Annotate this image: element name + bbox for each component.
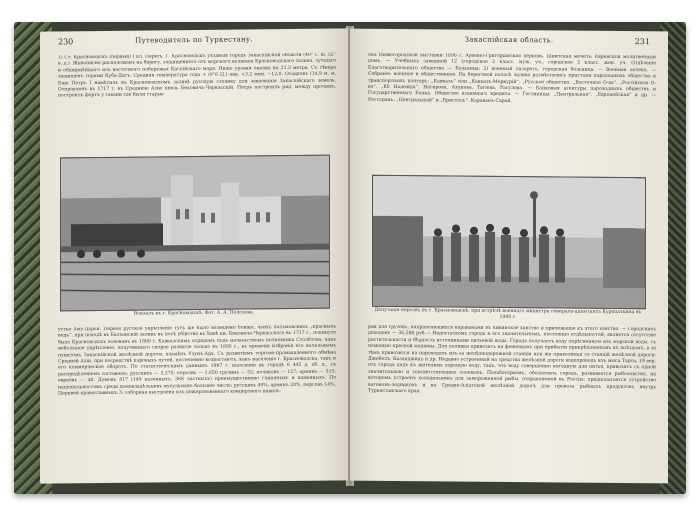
left-page xyxy=(40,28,348,483)
left-photo-caption: Вокзалъ въ г. Красноводскѣ. Фот. А. А. Полозова. xyxy=(133,310,255,317)
left-text-bottom: устье Аму-Дарьи. Первое русское укрѣпленіе тутъ же было возведено ближе, чьихъ пальмовскихъ „красныхъ водъ“, при походѣ въ Балханскій заливъ въ посѣ убійства въ Хивѣ кн. Бековича-Черкасского въ 1717 г., покинуто было Красноводскъ основанъ въ 1869 г. Кавказскимъ отрядомъ подъ начальствомъ полковника Столѣтова, какъ небольшое укрѣпленіе, получившаго скорое развитіе только въ 1895 г., въ времени избранія его начальнымъ пунктомъ Закаспійской желѣзной дороги, взамѣнъ Узунъ-Ада. Съ развитіемъ торгово-промышленного обмѣна Средней Азіи, при посредствѣ паровыхъ путей, постепенно возрастаютъ, какъ населеніе г. Красноводска, такъ и его коммерческое оборотъ. По статистическимъ даннымъ 1907 г. населеніе въ городѣ 6 445 д. об. п., съ распредѣленіемъ составомъ: русскихъ — 3,275; персовъ — 1,650 грузинъ — 52; поляковъ — 127; армянъ — 515; евреевъ — 48. Домовъ 817 (149 казенныхъ, 368 частныхъ) преимущественно глиняныхъ и каменныхъ. По національностямъ среди домовладѣльцевъ мусульманъ большее число: русскихъ 49%, армянъ 20%, персовъ 14%, Церквей православныхъ 3; соборная выстроена изъ пожертвованнаго концертного павиль- xyxy=(58,324,336,397)
persian-delegation-photo xyxy=(372,175,646,309)
left-text-top: 1) Ст. Красноводскъ (первый) I кл. Перегь. Г. Красноводскъ уѣздный городъ Закаспійской области (40° с. ш. 52° в. д.). Живописно расположенъ на берегу, защищенного отъ морского волненія Красноводскаго залива, лучшаго и обширнѣйшаго изъ восточного побережья Каспійскаго моря. Ниже уровня океана на 21,3 метра. Съ сѣвера защищенъ горами Куба-Дагъ. Средняя температура года + (8°6 Ц.) янв. +3,2 мин. −12,0. Осадковъ (14,9 м. м. Еще Петръ I намѣтилъ въ Красноводскомъ заливѣ русскую стоянку для завоеванія Закаспійскаго земель. Отправленъ въ 1717 г. въ Среднюю Азію князь Бековичъ-Черкасскій, Петръ построилъ ряд, между прочимъ, построилъ фортъ у гавани где были старые xyxy=(58,52,336,99)
right-page-header xyxy=(368,35,650,49)
right-page xyxy=(350,29,668,484)
left-page-title: Путеводитель по Туркестану. xyxy=(135,35,253,45)
left-page-number: 230 xyxy=(58,37,74,47)
right-page-title: Закаспійская область. xyxy=(464,35,554,45)
left-page-header xyxy=(58,35,330,50)
right-page-number: 231 xyxy=(634,37,650,47)
right-text-top: она Нижегородской выставки 1896 г. Армяно-Григоріанская церковь. Шиитская мечеть; Еврейской молитвенный домъ. — Учебныхъ заведеній 12 (городское 2 класс. муж. уч., городское 2 класс. жен. уч. Отдѣленіе Благотворительнаго общества — Больница: 2) военный лазаретъ, городская больница. — Военная аптека. — Собраніе: военное и общественное. На береговой полосѣ залива размѣстились пристани пароходныхъ обществъ и транспортныхъ конторъ: „Кавказъ“ или „Кавказъ-Меркурій“, „Русское общество, „Восточное О-ва“, „Россійское О-во“, „Кѣ Надежда“, Нагирова, Ахунова, Тагіева, Расулова. — Банковыя агентуры пароходныхъ обществъ и Государственнаго Банка. Общество взаимнаго кредита. — Гостиницы: „Центральная“, „Европейская“ и др. — Ресторанъ: „Центральный“ и „Бристоль“. Караванъ-Сарай. xyxy=(368,52,656,104)
railway-station-photo xyxy=(60,155,330,312)
right-text-bottom: рай для грузовъ, направляющихся караванами въ Хивинское ханство и прилежащіе къ этого ханство. — Городскихъ доходовъ — 36.588 руб.— Недостаткомъ города и его значительнымъ, постоянно отдѣльностей, является отсутствіе растительности и бѣдность источниками питьевой воды. Городъ получаетъ воду опрѣсненную изъ морской воды, съ помощью пресной машины. Для поливки привозятъ на фешенкахъ при прибытіи прикрѣпленнымъ къ поѣздамъ, а за тѣмъ привозится на пароходахъ изъ-за желѣзнодорожной станціи или же привозимая со станцій желѣзной дороги: Джебелъ, Казанджикъ и др. Недавно устроенный на средства желѣзной дороги водопроводъ изъ мыса Тарта, 19 вер. отъ города дадъ къ жителямъ хорошую воду, такъ, что воду совершенно негодную для питья, привозятъ съ одной значительною и соответствующею солевыхъ. Позаботерьемъ, обозначить городъ, развивается рыболовство, на которомъ устроенъ холодильникъ для замороженной рыбы, отправляемой въ Россію; предполагается устройство вагоновъ-ледниковъ и на Средне-Азіатской желѣзной дорогѣ для провоза рыбныхъ продуктовъ внутрь Туркестанскаго края. xyxy=(368,324,656,395)
right-photo-caption: Депутація персовъ въ г. Красноводскѣ, при встрѣчѣ военнаго министра генерала-адъютанта Куропаткина въ 1900 г. xyxy=(374,307,642,321)
